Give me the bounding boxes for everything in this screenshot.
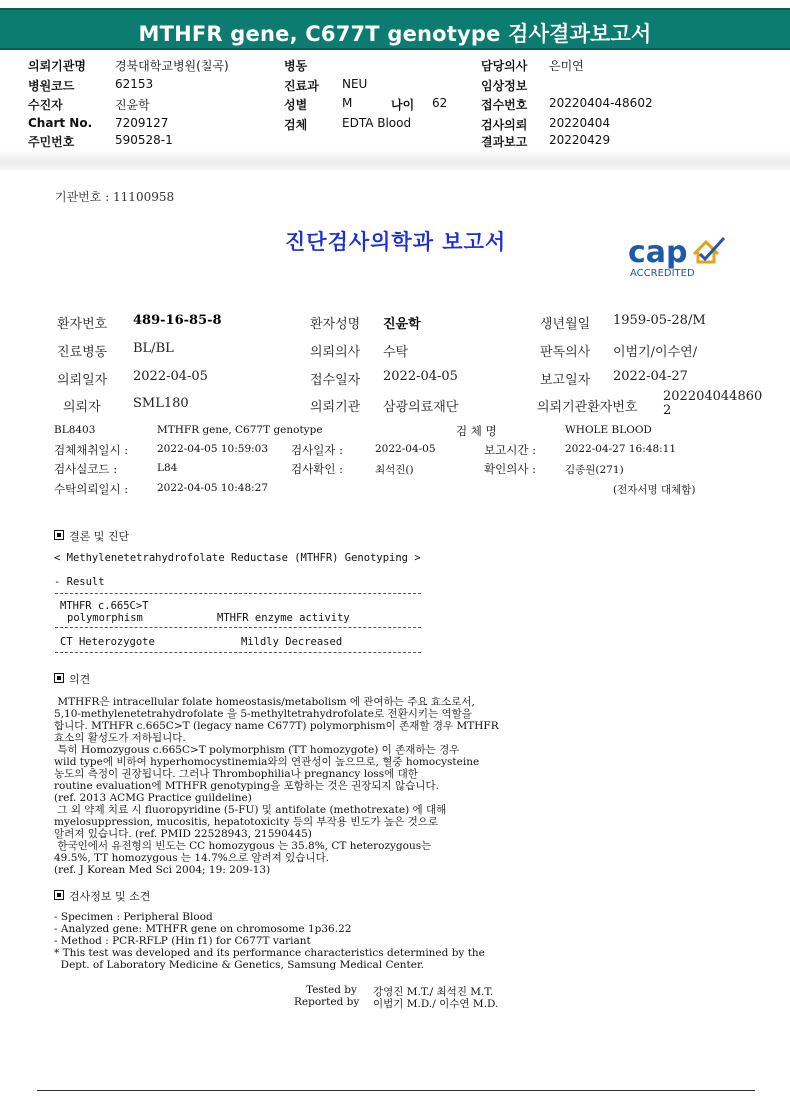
header-label: 병원코드 xyxy=(28,79,75,93)
info-line: - Specimen : Peripheral Blood xyxy=(54,911,213,923)
col-polymorphism-line1: MTHFR c.665C>T xyxy=(60,600,149,612)
header-value: 7209127 xyxy=(115,116,169,130)
patient-field-label: 접수일자 xyxy=(310,373,361,388)
opinion-heading: 의견 xyxy=(54,671,90,687)
patient-field-label: 환자성명 xyxy=(310,317,361,332)
patient-field-value: 진윤학 xyxy=(383,317,421,332)
banner-title: MTHFR gene, C677T genotype 검사결과보고서 xyxy=(138,22,652,46)
col-enzyme-activity: MTHFR enzyme activity xyxy=(217,612,350,624)
patient-field-label: 환자번호 xyxy=(57,317,108,332)
patient-field-value: 202204044860 xyxy=(663,389,763,404)
patient-field-value: 489-16-85-8 xyxy=(133,313,222,328)
report-banner xyxy=(0,8,790,50)
institution-number: 기관번호 : 11100958 xyxy=(55,190,175,204)
ref-patient-no-tail: 2 xyxy=(663,403,672,418)
room-code-label: 검사실코드 : xyxy=(54,462,118,476)
patient-field-value: 2022-04-05 xyxy=(133,369,208,384)
info-heading: 검사정보 및 소견 xyxy=(54,888,150,904)
info-line: * This test was developed and its performance characteristics determined by the xyxy=(54,947,485,959)
patient-field-label: 의뢰기관 xyxy=(310,400,361,415)
header-label: 결과보고 xyxy=(481,135,528,149)
result-activity: Mildly Decreased xyxy=(241,636,343,648)
opinion-line: myelosuppression, mucositis, hepatotoxicity 등의 부작용 빈도가 높은 것으로 xyxy=(54,816,439,828)
age-value: 62 xyxy=(432,96,448,110)
opinion-line: 그 외 약제 치료 시 fluoropyridine (5-FU) 및 antifolate (methotrexate) 에 대해 xyxy=(54,804,447,816)
header-label: 수진자 xyxy=(28,98,63,112)
patient-field-value: SML180 xyxy=(133,396,189,411)
opinion-line: routine evaluation에 MTHFR genotyping을 포함하는 것은 권장되지 않습니다. xyxy=(54,780,439,792)
opinion-line: 효소의 활성도가 저하됩니다. xyxy=(54,732,186,744)
confirm-doctor-value: 김종원(271) xyxy=(565,464,624,476)
info-text xyxy=(54,911,485,971)
patient-field-label: 생년월일 xyxy=(540,317,591,332)
report-title: 진단검사의학과 보고서 xyxy=(285,229,507,254)
header-label: 주민번호 xyxy=(28,135,75,149)
info-line: Dept. of Laboratory Medicine & Genetics, Samsung Medical Center. xyxy=(54,959,425,971)
header-divider xyxy=(0,150,790,170)
age-label: 나이 xyxy=(391,98,415,112)
tested-by-label: Tested by xyxy=(306,984,357,996)
patient-field-label: 의뢰자 xyxy=(63,400,101,415)
header-value: 590528-1 xyxy=(115,133,173,147)
test-name: MTHFR gene, C677T genotype xyxy=(157,424,323,436)
cap-logo-text: cap xyxy=(628,235,688,270)
reported-by-label: Reported by xyxy=(294,996,360,1008)
conclusion-heading: 결론 및 진단 xyxy=(54,528,129,544)
header-value: 20220404-48602 xyxy=(549,96,653,110)
footer-divider xyxy=(37,1090,755,1091)
patient-field-value: 이범기/이수연/ xyxy=(613,345,698,360)
header-value: 경북대학교병원(칠곡) xyxy=(115,59,229,73)
result-divider-top xyxy=(55,593,421,594)
result-genotype: CT Heterozygote xyxy=(60,636,155,648)
consign-label: 수탁의뢰일시 : xyxy=(54,482,129,496)
confirm-doctor-label: 확인의사 : xyxy=(484,462,536,476)
collect-label: 검체채취일시 : xyxy=(54,443,129,457)
header-label: 담당의사 xyxy=(481,59,528,73)
patient-field-value: BL/BL xyxy=(133,341,174,356)
patient-field-label: 의뢰일자 xyxy=(57,373,108,388)
patient-field-value: 2022-04-27 xyxy=(613,369,688,384)
header-label: 검체 xyxy=(284,118,308,132)
collect-value: 2022-04-05 10:59:03 xyxy=(157,443,269,455)
header-value: 62153 xyxy=(115,77,154,91)
test-code: BL8403 xyxy=(54,424,96,436)
header-value: 진윤학 xyxy=(115,98,150,112)
test-date-label: 검사일자 : xyxy=(291,443,343,457)
opinion-line: (ref. J Korean Med Sci 2004; 19: 209-13) xyxy=(54,864,271,876)
opinion-line: 알려져 있습니다. (ref. PMID 22528943, 21590445) xyxy=(54,828,312,840)
patient-field-value: 2022-04-05 xyxy=(383,369,458,384)
patient-field-value: 삼광의료재단 xyxy=(383,400,459,415)
opinion-line: 한국인에서 유전형의 빈도는 CC homozygous 는 35.8%, CT heterozygous는 xyxy=(54,840,432,852)
specimen-label: 검 체 명 xyxy=(456,424,497,438)
header-value: NEU xyxy=(342,77,368,91)
room-code-value: L84 xyxy=(157,462,178,474)
header-value: EDTA Blood xyxy=(342,116,412,130)
header-label: 검사의뢰 xyxy=(481,118,528,132)
cap-accredited-text: ACCREDITED xyxy=(630,268,695,279)
header-value: 20220404 xyxy=(549,116,611,130)
patient-field-label: 의뢰의사 xyxy=(310,345,361,360)
section-bullet-icon xyxy=(54,530,64,540)
opinion-line: (ref. 2013 ACMG Practice guildeline) xyxy=(54,792,252,804)
patient-field-value: 수탁 xyxy=(383,345,409,360)
result-label: - Result xyxy=(54,576,105,588)
header-label: 진료과 xyxy=(284,79,319,93)
patient-field-label: 진료병동 xyxy=(57,345,108,360)
esign-note: (전자서명 대체함) xyxy=(613,484,696,496)
opinion-line: MTHFR은 intracellular folate homeostasis/metabolism 에 관여하는 주요 효소로서, xyxy=(54,696,475,708)
patient-field-label: 판독의사 xyxy=(540,345,591,360)
header-label: 병동 xyxy=(284,59,308,73)
conclusion-subtitle: < Methylenetetrahydrofolate Reductase (MTHFR) Genotyping > xyxy=(54,552,421,564)
patient-field-value: 1959-05-28/M xyxy=(613,313,706,328)
info-line: - Analyzed gene: MTHFR gene on chromosome 1p36.22 xyxy=(54,923,352,935)
result-divider-mid xyxy=(55,627,421,628)
header-label: Chart No. xyxy=(28,116,93,130)
patient-field-label: 보고일자 xyxy=(540,373,591,388)
test-confirm-label: 검사확인 : xyxy=(291,462,343,476)
opinion-line: 5,10-methylenetetrahydrofolate 을 5-methyltetrahydrofolate로 전환시키는 역할을 xyxy=(54,708,472,720)
opinion-line: 49.5%, TT homozygous 는 14.7%으로 알려져 있습니다. xyxy=(54,852,330,864)
test-date-value: 2022-04-05 xyxy=(375,443,436,455)
header-value: 20220429 xyxy=(549,133,611,147)
opinion-line: 농도의 측정이 권장됩니다. 그러나 Thrombophilia나 pregnancy loss에 대한 xyxy=(54,768,418,780)
section-bullet-icon xyxy=(54,890,64,900)
opinion-line: 합니다. MTHFR c.665C>T (legacy name C677T) polymorphism이 존재할 경우 MTHFR xyxy=(54,720,499,732)
patient-field-label: 의뢰기관환자번호 xyxy=(537,400,638,415)
specimen-value: WHOLE BLOOD xyxy=(565,424,652,436)
info-line: - Method : PCR-RFLP (Hin f1) for C677T variant xyxy=(54,935,311,947)
header-label: 의뢰기관명 xyxy=(28,59,86,73)
opinion-line: wild type에 비하여 hyperhomocystinemia와의 연관성이 높으므로, 혈중 homocysteine xyxy=(54,756,480,768)
header-label: 접수번호 xyxy=(481,98,528,112)
section-bullet-icon xyxy=(54,673,64,683)
opinion-text xyxy=(54,696,499,876)
cap-accredited-logo xyxy=(628,232,728,282)
consign-value: 2022-04-05 10:48:27 xyxy=(157,482,269,494)
header-value: M xyxy=(342,96,353,110)
header-label: 성별 xyxy=(284,98,308,112)
report-time-label: 보고시간 : xyxy=(484,443,536,457)
opinion-line: 특히 Homozygous c.665C>T polymorphism (TT homozygote) 이 존재하는 경우 xyxy=(54,744,460,756)
col-polymorphism-line2: polymorphism xyxy=(67,612,143,624)
result-divider-bottom xyxy=(55,652,421,653)
report-time-value: 2022-04-27 16:48:11 xyxy=(565,443,677,455)
tested-by-value: 강영진 M.T./ 최석진 M.T. xyxy=(373,986,494,998)
reported-by-value: 이범기 M.D./ 이수연 M.D. xyxy=(373,998,499,1010)
test-confirm-value: 최석진() xyxy=(375,464,414,476)
header-label: 임상정보 xyxy=(481,79,528,93)
header-value: 은미연 xyxy=(549,59,584,73)
